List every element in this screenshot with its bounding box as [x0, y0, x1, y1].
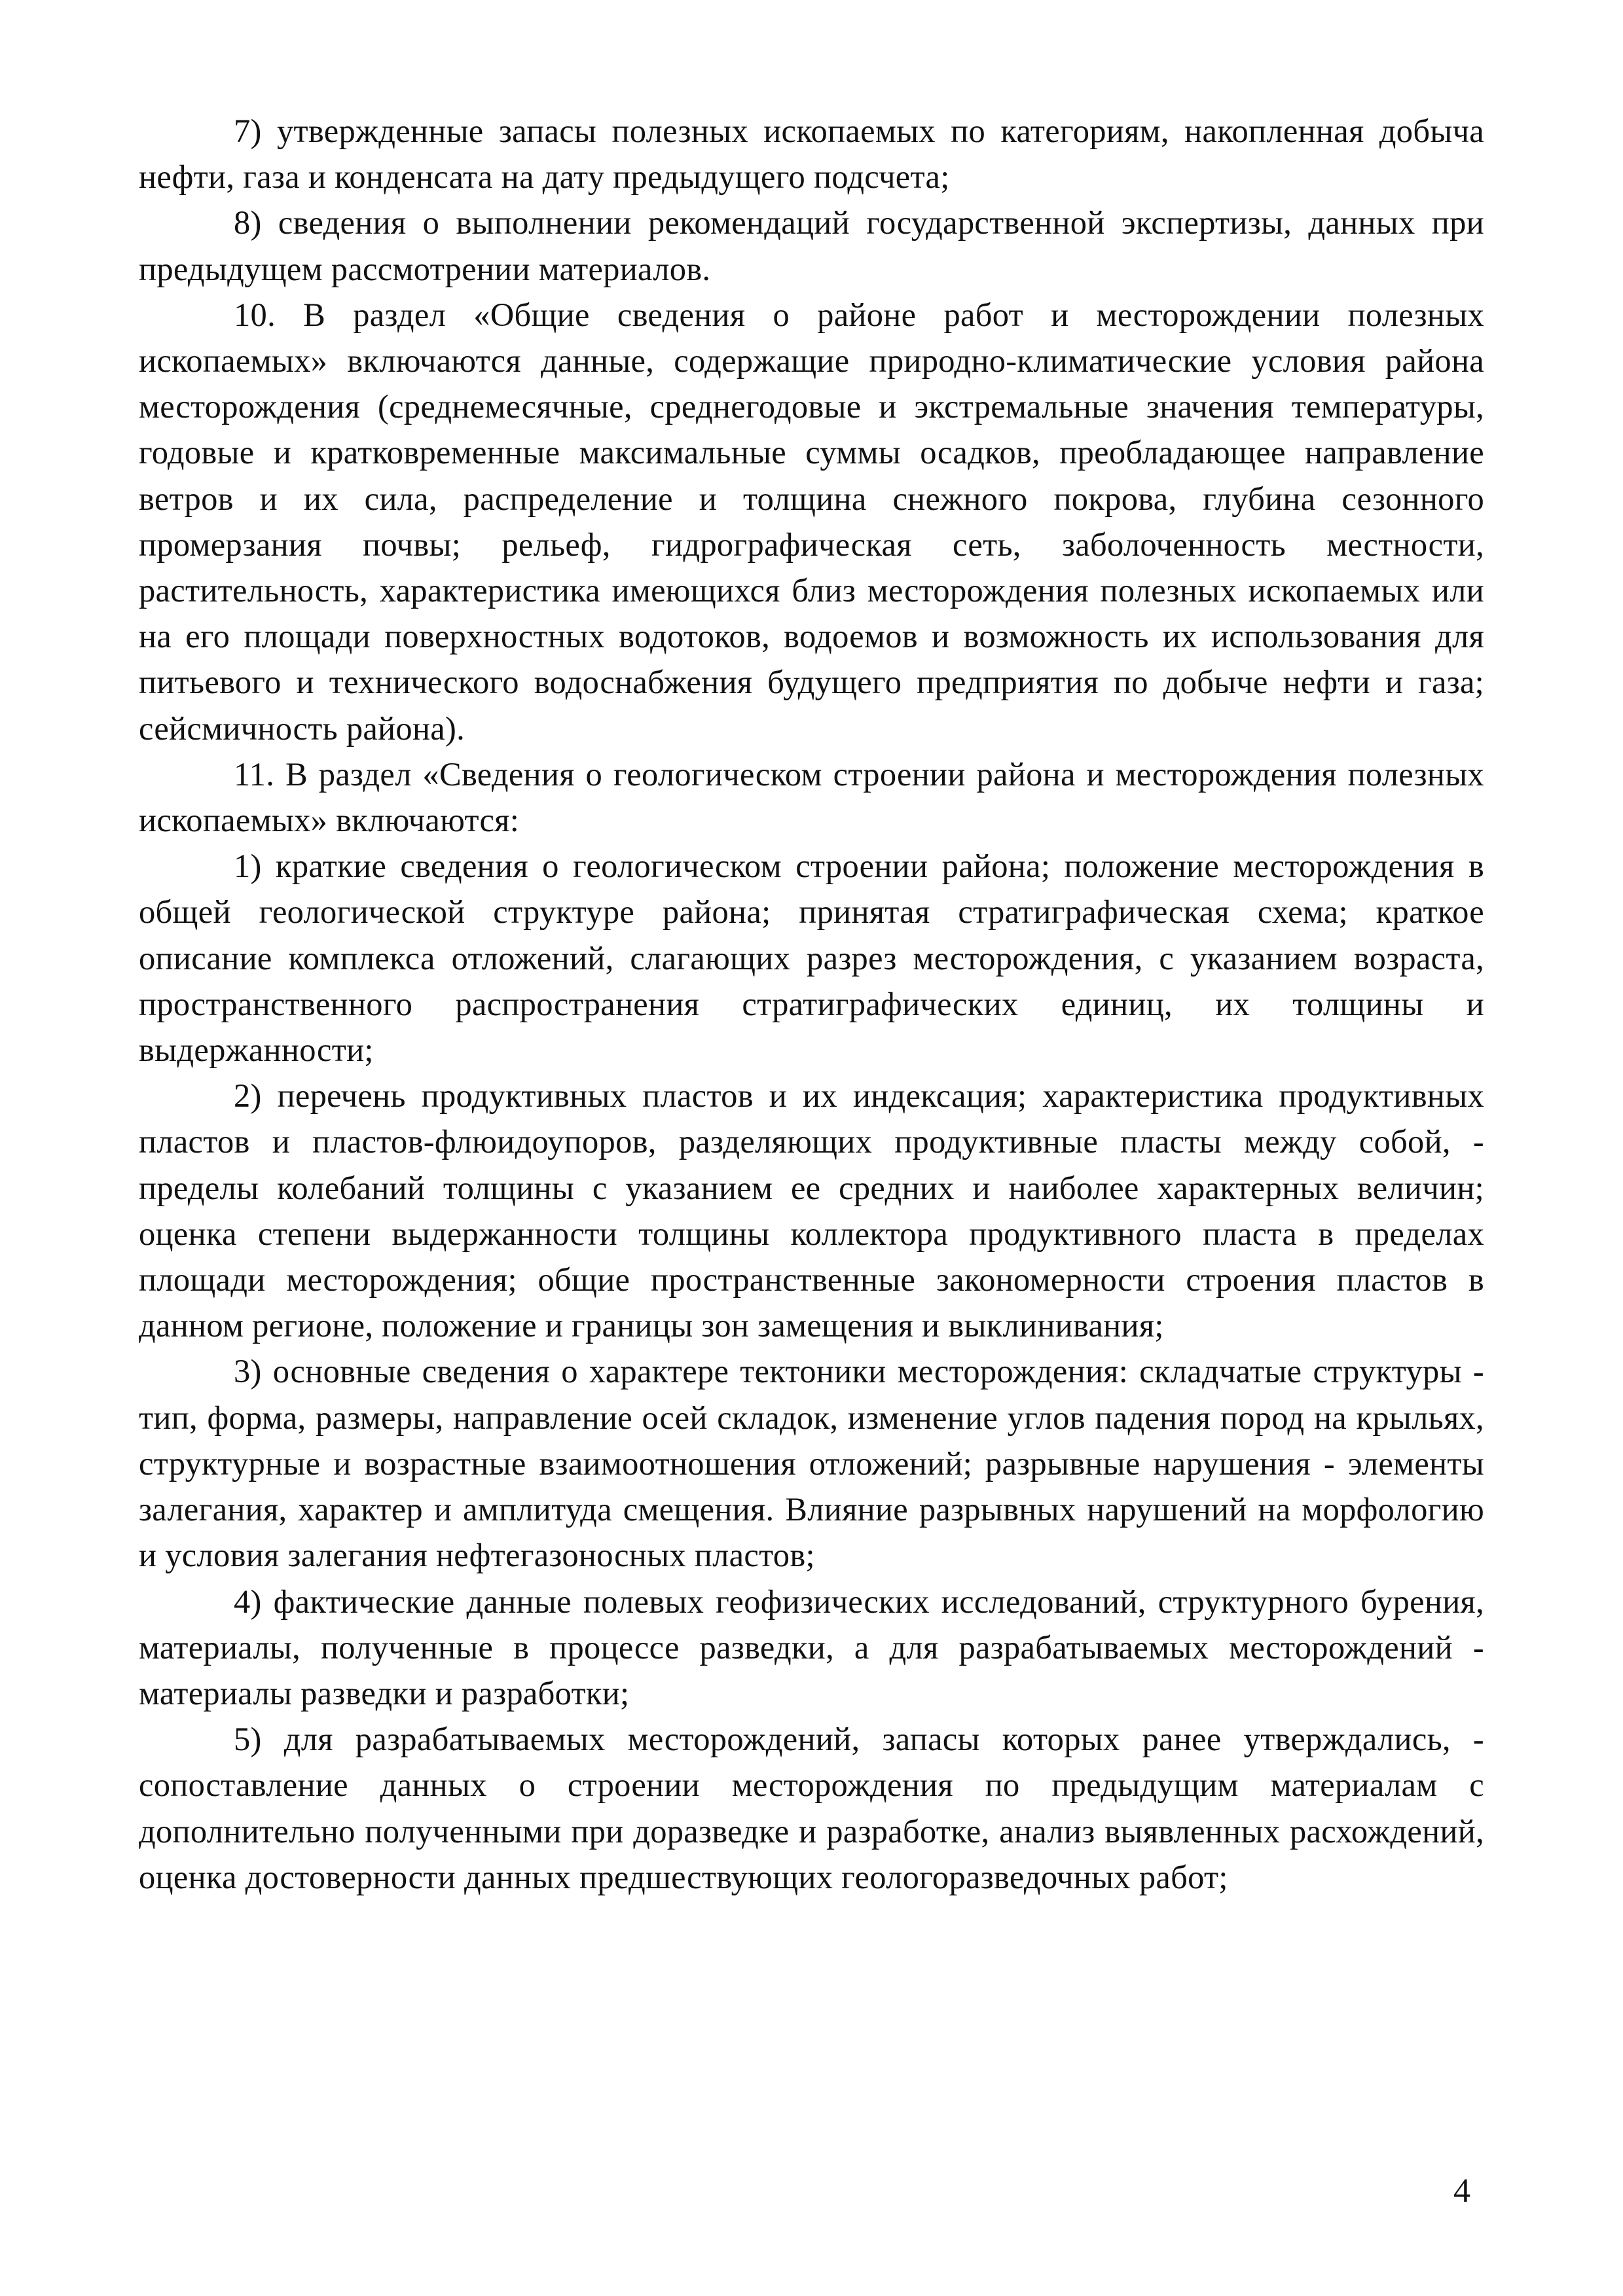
paragraph-item-1: 1) краткие сведения о геологическом строении района; положение месторождения в общей геологической структуре района; принятая стратиграфическая схема; краткое описание комплекса отложений, слагающих разрез месторождения, с указанием возраста, пространственного распространения стратиграфических единиц, их толщины и выдержанности; [139, 848, 1484, 1069]
paragraph-item-2: 2) перечень продуктивных пластов и их индексация; характеристика продуктивных пластов и пластов-флюидоупоров, разделяющих продуктивные пласты между собой, - пределы колебаний толщины с указанием ее средних и наиболее характерных величин; оценка степени выдержанности толщины коллектора продуктивного пласта в пределах площади месторождения; общие пространственные закономерности строения пластов в данном регионе, положение и границы зон замещения и выклинивания; [139, 1077, 1484, 1344]
paragraph-item-7: 7) утвержденные запасы полезных ископаемых по категориям, накопленная добыча нефти, газа и конденсата на дату предыдущего подсчета; [139, 113, 1484, 196]
paragraph-item-4: 4) фактические данные полевых геофизических исследований, структурного бурения, материалы, полученные в процессе разведки, а для разрабатываемых месторождений - материалы разведки и разработки; [139, 1583, 1484, 1712]
paragraph-item-3: 3) основные сведения о характере тектоники месторождения: складчатые структуры - тип, форма, размеры, направление осей складок, изменение углов падения пород на крыльях, структурные и возрастные взаимоотношения отложений; разрывные нарушения - элементы залегания, характер и амплитуда смещения. Влияние разрывных нарушений на морфологию и условия залегания нефтегазоносных пластов; [139, 1353, 1484, 1574]
page-number: 4 [1453, 2172, 1470, 2210]
paragraph-item-8: 8) сведения о выполнении рекомендаций государственной экспертизы, данных при предыдущем рассмотрении материалов. [139, 204, 1484, 287]
paragraph-section-11: 11. В раздел «Сведения о геологическом строении района и месторождения полезных ископаемых» включаются: [139, 755, 1484, 839]
document-body [139, 108, 1484, 1900]
paragraph-item-5: 5) для разрабатываемых месторождений, запасы которых ранее утверждались, - сопоставление данных о строении месторождения по предыдущим материалам с дополнительно полученными при доразведке и разработке, анализ выявленных расхождений, оценка достоверности данных предшествующих геологоразведочных работ; [139, 1721, 1484, 1895]
paragraph-section-10: 10. В раздел «Общие сведения о районе работ и месторождении полезных ископаемых» включаются данные, содержащие природно-климатические условия района месторождения (среднемесячные, среднегодовые и экстремальные значения температуры, годовые и кратковременные максимальные суммы осадков, преобладающее направление ветров и их сила, распределение и толщина снежного покрова, глубина сезонного промерзания почвы; рельеф, гидрографическая сеть, заболоченность местности, растительность, характеристика имеющихся близ месторождения полезных ископаемых или на его площади поверхностных водотоков, водоемов и возможность их использования для питьевого и технического водоснабжения будущего предприятия по добыче нефти и газа; сейсмичность района). [139, 296, 1484, 747]
